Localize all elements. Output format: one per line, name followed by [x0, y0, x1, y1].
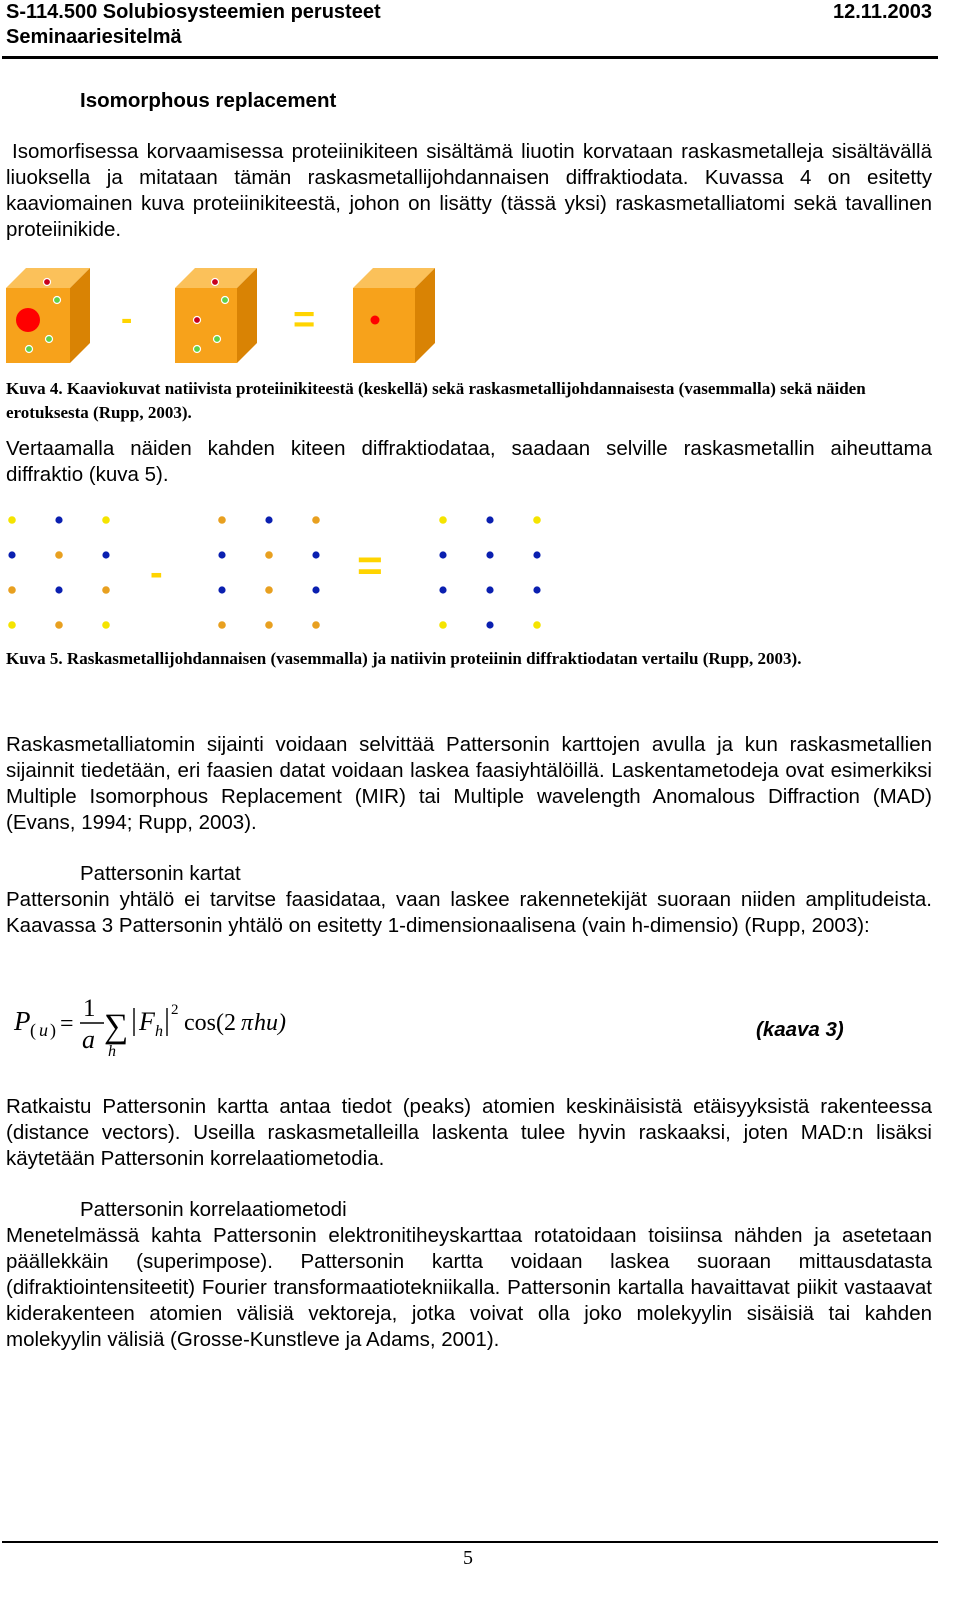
page-number: 5 — [463, 1547, 473, 1569]
diffraction-spot — [265, 516, 272, 523]
header-rule — [2, 56, 938, 59]
diffraction-spot — [218, 621, 226, 629]
atom-marker — [371, 316, 380, 325]
diffraction-spot — [102, 516, 110, 524]
formula-p: P — [14, 1006, 31, 1036]
paragraph-comparison: Vertaamalla näiden kahden kiteen diffraktiodataa, saadaan selville raskasmetallin aiheuttama diffraktio (kuva 5). — [6, 437, 932, 486]
diffraction-spot — [55, 551, 63, 559]
figure-4-equals: = — [293, 299, 316, 341]
diffraction-spot — [439, 621, 447, 629]
formula-exponent: 2 — [171, 1002, 179, 1018]
diffraction-spot — [533, 621, 541, 629]
diffraction-spot — [312, 551, 319, 558]
atom-marker — [46, 336, 53, 343]
diffraction-spot — [102, 586, 110, 594]
diffraction-spot — [486, 516, 493, 523]
course-title: S-114.500 Solubiosysteemien perusteet — [6, 1, 381, 23]
formula-f-index: h — [155, 1023, 163, 1040]
figure-5-diffraction — [0, 505, 960, 635]
atom-marker — [222, 297, 229, 304]
figure-4-caption: Kuva 4. Kaaviokuvat natiivista proteiinikiteestä (keskellä) sekä raskasmetallijohdannaisesta (vasemmalla) sekä näiden erotuksesta (Rupp, 2003). — [6, 379, 866, 422]
header-date: 12.11.2003 — [833, 1, 932, 23]
diffraction-spot — [486, 586, 493, 593]
subheading-patterson-maps: Pattersonin kartat — [80, 862, 241, 885]
atom-marker — [194, 317, 201, 324]
paragraph-patterson-equation: Pattersonin yhtälö ei tarvitse faasidataa, vaan laskee rakennetekijät suoraan niiden amplitudeista. Kaavassa 3 Pattersonin yhtälö on esitetty 1-dimensionaalisena (vain h-dimensio) (Rupp, 2003): — [6, 888, 932, 937]
paragraph-correlation-method: Menetelmässä kahta Pattersonin elektronitiheyskarttaa rotatoidaan toisiinsa nähden ja asetetaan päällekkäin (superimpose). Pattersonin kartta voidaan laskea suoraan mittausdatasta (difraktiointensiteetit) Fourier transformaatiotekniikalla. Pattersonin kartalla havaittavat piikit vastaavat kiderakenteen atomien välisiä vektoreja, jotka voivat olla joko molekyylin sisäisiä tai kahden molekyylin välisiä (Grosse-Kunstleve ja Adams, 2001). — [6, 1224, 932, 1351]
header-subtitle: Seminaariesitelmä — [6, 26, 182, 48]
diffraction-spot — [218, 586, 225, 593]
heavy-atom-marker — [16, 308, 40, 332]
formula-sum: ∑ — [104, 1008, 129, 1045]
formula-f: F — [139, 1007, 155, 1036]
formula-cos: cos(2 — [184, 1010, 236, 1036]
diffraction-spot — [265, 586, 273, 594]
atom-marker — [44, 279, 51, 286]
figure-5-minus: - — [150, 552, 163, 594]
diffraction-spot — [55, 516, 62, 523]
formula-pi: π — [241, 1010, 254, 1036]
diffraction-spot — [218, 551, 225, 558]
formula-paren-right: ) — [50, 1020, 56, 1040]
diffraction-spot — [8, 621, 16, 629]
atom-marker — [54, 297, 61, 304]
diffraction-spot — [265, 551, 273, 559]
atom-marker — [26, 346, 33, 353]
paragraph-patterson-result: Ratkaistu Pattersonin kartta antaa tiedot (peaks) atomien keskinäisistä etäisyyksistä rakenteessa (distance vectors). Useilla raskasmetalleilla laskenta tulee hyvin raskaaksi, joten MAD:n lisäksi käytetään Pattersonin korrelaatiometodia. — [6, 1095, 932, 1170]
diffraction-spot — [533, 551, 540, 558]
diffraction-spot — [439, 551, 446, 558]
paragraph-patterson-intro: Raskasmetalliatomin sijainti voidaan selvittää Pattersonin karttojen avulla ja kun raskasmetallien sijainnit tiedetään, eri faasien datat voidaan laskea faasiyhtälöillä. Laskentametodeja ovat esimerkiksi Multiple Isomorphous Replacement (MIR) tai Multiple wavelength Anomalous Diffraction (MAD) (Evans, 1994; Rupp, 2003). — [6, 733, 932, 834]
cube-native — [175, 268, 257, 363]
diffraction-spot — [102, 621, 110, 629]
diffraction-spot — [312, 586, 319, 593]
formula-one: 1 — [83, 995, 96, 1022]
diffraction-spot — [8, 516, 16, 524]
diffraction-spot — [533, 586, 540, 593]
cube-front — [353, 288, 415, 363]
formula-label: (kaava 3) — [756, 1018, 844, 1041]
diffraction-spot — [8, 586, 16, 594]
diffraction-spot — [55, 586, 62, 593]
formula-sum-index: h — [108, 1043, 116, 1060]
figure-5-caption: Kuva 5. Raskasmetallijohdannaisen (vasemmalla) ja natiivin proteiinin diffraktiodatan vertailu (Rupp, 2003). — [6, 649, 802, 668]
footer-rule — [2, 1541, 938, 1543]
diffraction-spot — [439, 516, 447, 524]
diffraction-spot — [486, 621, 493, 628]
diffraction-spot — [486, 551, 493, 558]
atom-marker — [194, 346, 201, 353]
figure-5-equals: = — [357, 541, 383, 590]
cube-difference — [353, 268, 435, 363]
diffraction-spot — [218, 516, 226, 524]
formula-patterson — [10, 992, 310, 1062]
diffraction-spot — [439, 586, 446, 593]
subheading-patterson-correlation: Pattersonin korrelaatiometodi — [80, 1198, 347, 1221]
section-title: Isomorphous replacement — [80, 89, 337, 112]
diffraction-spot — [8, 551, 15, 558]
diffraction-spot — [312, 516, 320, 524]
diffraction-spot — [265, 621, 273, 629]
diffraction-spot — [533, 516, 541, 524]
formula-paren-left: ( — [30, 1020, 36, 1040]
diffraction-spot — [55, 621, 63, 629]
atom-marker — [214, 336, 221, 343]
figure-4-minus: - — [121, 300, 133, 338]
figure-4-cubes — [0, 262, 960, 372]
formula-a: a — [82, 1025, 95, 1054]
formula-u: u — [39, 1020, 48, 1040]
formula-hu: hu) — [254, 1010, 286, 1036]
cube-derivative — [6, 268, 90, 363]
atom-marker — [212, 279, 219, 286]
formula-equals: = — [60, 1011, 74, 1037]
paragraph-intro: Isomorfisessa korvaamisessa proteiinikiteen sisältämä liuotin korvataan raskasmetalleja sisältävällä liuoksella ja mitataan tämän raskasmetallijohdannaisen diffraktiodata. Kuvassa 4 on esitetty kaaviomainen kuva proteiinikiteestä, johon on lisätty (tässä yksi) raskasmetalliatomi sekä tavallinen proteiinikide. — [6, 140, 932, 241]
diffraction-spot — [312, 621, 320, 629]
diffraction-spot — [102, 551, 109, 558]
